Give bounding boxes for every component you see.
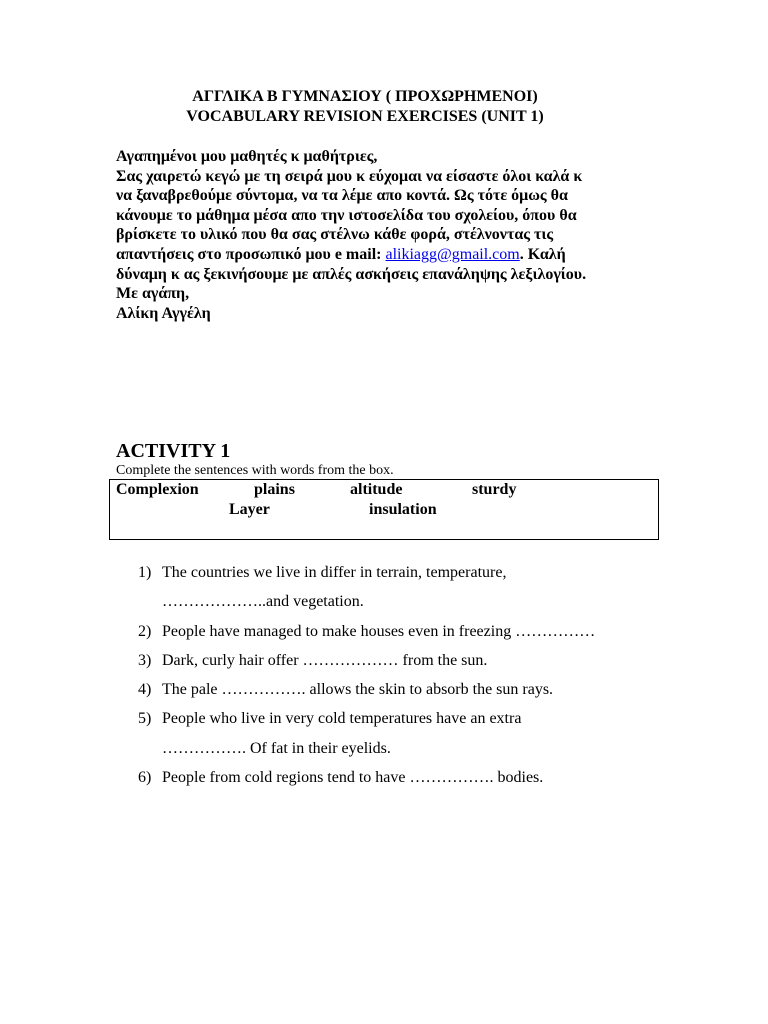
word-altitude: altitude [350,481,403,498]
document-title [0,87,730,127]
sentence-item [138,617,658,646]
letter-closing: Με αγάπη, [116,285,190,303]
sentence-list [138,558,658,792]
sentence-text-continued: ……………. Of fat in their eyelids. [162,739,391,757]
letter-line: Σας χαιρετώ κεγώ με τη σειρά μου κ εύχομαι να είσαστε όλοι καλά κ [116,167,583,185]
word-box [109,479,659,540]
letter-text: . Καλή [519,245,566,263]
sentence-item [138,763,658,792]
sentence-number: 1) [138,564,152,581]
teacher-letter [116,147,656,323]
sentence-number: 2) [138,622,152,640]
sentence-item [138,558,658,617]
sentence-item [138,704,658,763]
word-plains: plains [254,481,295,498]
activity-heading: ACTIVITY 1 [116,440,231,462]
letter-text: απαντήσεις στο προσωπικό μου e mail: [116,245,386,263]
sentence-text: Dark, curly hair offer ……………… from the sun. [162,651,488,669]
sentence-text: The pale ……………. allows the skin to absorb the sun rays. [162,681,554,699]
letter-greeting: Αγαπημένοι μου μαθητές κ μαθήτριες, [116,148,378,165]
letter-line: δύναμη κ ας ξεκινήσουμε με απλές ασκήσεις επανάληψης λεξιλογίου. [116,265,587,283]
sentence-item [138,646,658,675]
word-insulation: insulation [369,501,437,518]
word-complexion: Complexion [116,481,199,498]
sentence-item [138,675,658,704]
letter-line: κάνουμε το μάθημα μέσα απο την ιστοσελίδα του σχολείου, όπου θα [116,206,577,224]
word-layer: Layer [229,501,270,518]
sentence-text: People have managed to make houses even in freezing …………… [162,622,596,640]
title-line-english: VOCABULARY REVISION EXERCISES (UNIT 1) [186,108,544,125]
sentence-text: People who live in very cold temperatures have an extra [162,710,522,728]
title-line-greek: ΑΓΓΛΙΚΑ Β ΓΥΜΝΑΣΙΟΥ ( ΠΡΟΧΩΡΗΜΕΝΟΙ) [192,88,538,105]
sentence-number: 6) [138,769,152,787]
letter-signature: Αλίκη Αγγέλη [116,304,211,322]
sentence-number: 4) [138,681,152,699]
letter-line-email [116,245,656,265]
sentence-number: 5) [138,710,152,728]
activity-instruction: Complete the sentences with words from the box. [116,463,394,478]
letter-line: βρίσκετε το υλικό που θα σας στέλνω κάθε φορά, στέλνοντας τις [116,226,554,244]
email-link[interactable]: alikiagg@gmail.com [385,245,520,263]
sentence-number: 3) [138,651,152,669]
sentence-text-continued: ………………..and vegetation. [162,593,364,611]
sentence-text: The countries we live in differ in terrain, temperature, [162,564,507,581]
word-sturdy: sturdy [472,481,517,498]
letter-line: να ξαναβρεθούμε σύντομα, να τα λέμε απο κοντά. Ως τότε όμως θα [116,187,568,205]
sentence-text: People from cold regions tend to have ……………. bodies. [162,769,544,787]
